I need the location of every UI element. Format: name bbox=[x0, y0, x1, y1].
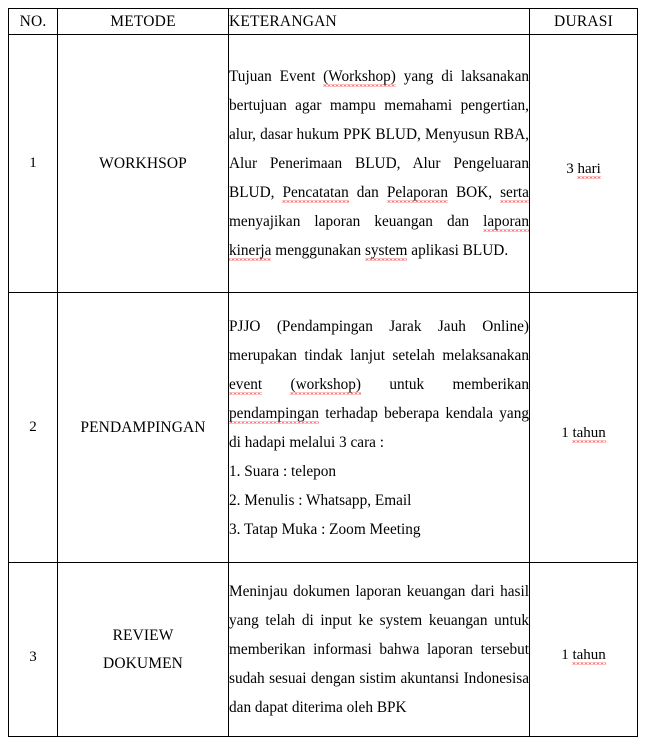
column-header-durasi: DURASI bbox=[530, 9, 638, 35]
spellcheck-underlined-text: (workshop) bbox=[290, 375, 362, 393]
description-paragraph: Tujuan Event (Workshop) yang di laksanakan bertujuan agar mampu memahami pengertian, alur, dasar hukum PPK BLUD, Menyusun RBA, Alur Penerimaan BLUD, Alur Pengeluaran BLUD, Pencatatan dan Pelaporan BOK, serta menyajikan laporan keuangan dan laporan kinerja menggunakan system aplikasi BLUD. bbox=[229, 68, 530, 259]
methods-table bbox=[8, 8, 638, 737]
row-description-cell bbox=[229, 35, 530, 293]
spellcheck-underlined-text: (Workshop) bbox=[323, 68, 396, 85]
row-method-label: PENDAMPINGAN bbox=[80, 418, 206, 436]
row-description-cell bbox=[229, 563, 530, 737]
spellcheck-underlined-text: tahun bbox=[572, 647, 606, 663]
row-method-label: WORKHSOP bbox=[99, 154, 187, 172]
list-item: 2. Menulis : Whatsapp, Email bbox=[229, 491, 412, 509]
spellcheck-underlined-text: Pelaporan bbox=[386, 184, 448, 201]
description-list bbox=[229, 457, 529, 544]
row-number-cell bbox=[9, 293, 58, 563]
spellcheck-underlined-text: event bbox=[229, 375, 263, 393]
row-duration: 1 tahun bbox=[561, 425, 606, 441]
row-number-cell bbox=[9, 563, 58, 737]
list-item: 3. Tatap Muka : Zoom Meeting bbox=[229, 520, 421, 538]
row-duration-cell bbox=[530, 293, 638, 563]
row-number: 1 bbox=[29, 155, 37, 171]
list-item: 1. Suara : telepon bbox=[229, 462, 337, 480]
row-number: 3 bbox=[29, 649, 37, 665]
table-header-row bbox=[9, 9, 638, 35]
row-method-cell bbox=[58, 563, 229, 737]
table-row bbox=[9, 35, 638, 293]
table-row bbox=[9, 563, 638, 737]
spellcheck-underlined-text: pendampingan bbox=[229, 404, 320, 422]
row-duration-cell bbox=[530, 35, 638, 293]
row-description-cell bbox=[229, 293, 530, 563]
description-paragraph: Meninjau dokumen laporan keuangan dari hasil yang telah di input ke system keuangan untuk memberikan informasi bahwa laporan tersebut sudah sesuai dengan sistim akuntansi Indonesisa dan dapat diterima oleh BPK bbox=[229, 583, 529, 716]
row-duration: 3 hari bbox=[566, 161, 601, 177]
row-duration: 1 tahun bbox=[561, 647, 606, 663]
spellcheck-underlined-text: Pencatatan bbox=[282, 184, 349, 201]
column-header-no: NO. bbox=[9, 9, 58, 35]
spellcheck-underlined-text: hari bbox=[577, 161, 601, 177]
row-method-label-line1: REVIEW bbox=[112, 626, 174, 644]
spellcheck-underlined-text: laporan kinerja bbox=[229, 213, 529, 259]
row-number: 2 bbox=[29, 419, 37, 435]
table-body bbox=[9, 35, 638, 737]
table-row bbox=[9, 293, 638, 563]
row-number-cell bbox=[9, 35, 58, 293]
row-method-cell bbox=[58, 293, 229, 563]
column-header-metode: METODE bbox=[58, 9, 229, 35]
spellcheck-underlined-text: tahun bbox=[572, 425, 606, 441]
row-method-cell bbox=[58, 35, 229, 293]
row-method-label-line2: DOKUMEN bbox=[103, 654, 183, 672]
column-header-keterangan: KETERANGAN bbox=[229, 9, 530, 35]
description-paragraph: PJJO (Pendampingan Jarak Jauh Online) merupakan tindak lanjut setelah melaksanakan event (workshop) untuk memberikan pendampingan terhadap beberapa kendala yang di hadapi melalui 3 cara : bbox=[229, 317, 529, 451]
spellcheck-underlined-text: system bbox=[364, 242, 408, 259]
spellcheck-underlined-text: serta bbox=[500, 184, 529, 201]
row-duration-cell bbox=[530, 563, 638, 737]
table-header bbox=[9, 9, 638, 35]
